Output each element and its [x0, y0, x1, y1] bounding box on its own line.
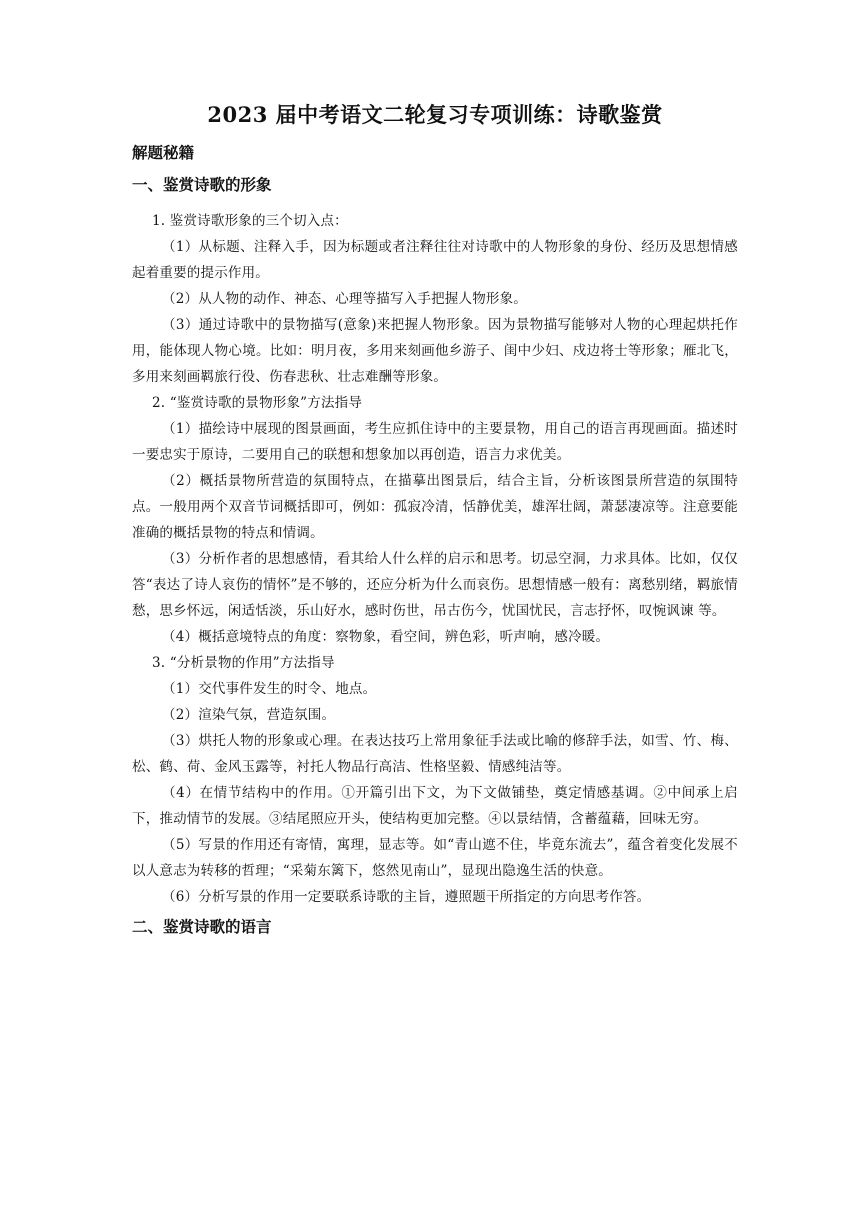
- paragraph: （6）分析写景的作用一定要联系诗歌的主旨，遵照题干所指定的方向思考作答。: [162, 889, 651, 905]
- paragraph: （3）分析作者的思想感情，看其给人什么样的启示和思考。切忌空洞，力求具体。比如，仅仅答“表达了诗人哀伤的情怀”是不够的，还应分析为什么而哀伤。思想情感一般有：离愁别绪，羁旅情愁，思乡怀远，闲适恬淡，乐山好水，感时伤世，吊古伤今，忧国忧民，言志抒怀，叹惋讽谏 等。: [132, 551, 738, 619]
- paragraph: （3）通过诗歌中的景物描写(意象)来把握人物形象。因为景物描写能够对人物的心理起烘托作用，能体现人物心境。比如：明月夜，多用来刻画他乡游子、闺中少妇、戍边将士等形象；雁北飞，多用来刻画羁旅行役、伤春悲秋、壮志难酬等形象。: [132, 317, 738, 385]
- paragraph: （1）描绘诗中展现的图景画面，考生应抓住诗中的主要景物，用自己的语言再现画面。描述时一要忠实于原诗，二要用自己的联想和想象加以再创造，语言力求优美。: [132, 421, 738, 463]
- numbered-heading-3: 3. “分析景物的作用”方法指导: [152, 655, 335, 671]
- paragraph: （1）交代事件发生的时令、地点。: [162, 681, 377, 697]
- subheading-tips: 解题秘籍: [132, 143, 195, 162]
- paragraph: （2）渲染气氛，营造氛围。: [162, 707, 336, 723]
- paragraph: （4）概括意境特点的角度：察物象，看空间，辨色彩，听声响，感冷暖。: [162, 629, 610, 645]
- paragraph: （1）从标题、注释入手，因为标题或者注释往往对诗歌中的人物形象的身份、经历及思想情感起着重要的提示作用。: [132, 239, 738, 281]
- numbered-heading-1: 1. 鉴赏诗歌形象的三个切入点：: [152, 213, 348, 229]
- numbered-heading-2: 2. “鉴赏诗歌的景物形象”方法指导: [152, 395, 363, 411]
- paragraph: （2）概括景物所营造的氛围特点，在描摹出图景后，结合主旨，分析该图景所营造的氛围特点。一般用两个双音节词概括即可，例如：孤寂冷清，恬静优美，雄浑壮阔，萧瑟凄凉等。注意要能准确的概括景物的特点和情调。: [132, 473, 738, 541]
- section-heading-language: 二、鉴赏诗歌的语言: [132, 917, 272, 936]
- paragraph: （2）从人物的动作、神态、心理等描写入手把握人物形象。: [162, 291, 527, 307]
- paragraph: （5）写景的作用还有寄情，寓理，显志等。如“青山遮不住，毕竟东流去”，蕴含着变化发展不以人意志为转移的哲理；“采菊东篱下，悠然见南山”，显现出隐逸生活的快意。: [132, 837, 738, 879]
- document-title: 2023 届中考语文二轮复习专项训练：诗歌鉴赏: [207, 102, 663, 127]
- paragraph: （4）在情节结构中的作用。①开篇引出下文，为下文做铺垫，奠定情感基调。②中间承上启下，推动情节的发展。③结尾照应开头，使结构更加完整。④以景结情，含蓄蕴藉，回味无穷。: [132, 785, 738, 827]
- paragraph: （3）烘托人物的形象或心理。在表达技巧上常用象征手法或比喻的修辞手法，如雪、竹、梅、松、鹤、荷、金风玉露等，衬托人物品行高洁、性格坚毅、情感纯洁等。: [132, 733, 738, 775]
- section-heading-image: 一、鉴赏诗歌的形象: [132, 175, 272, 194]
